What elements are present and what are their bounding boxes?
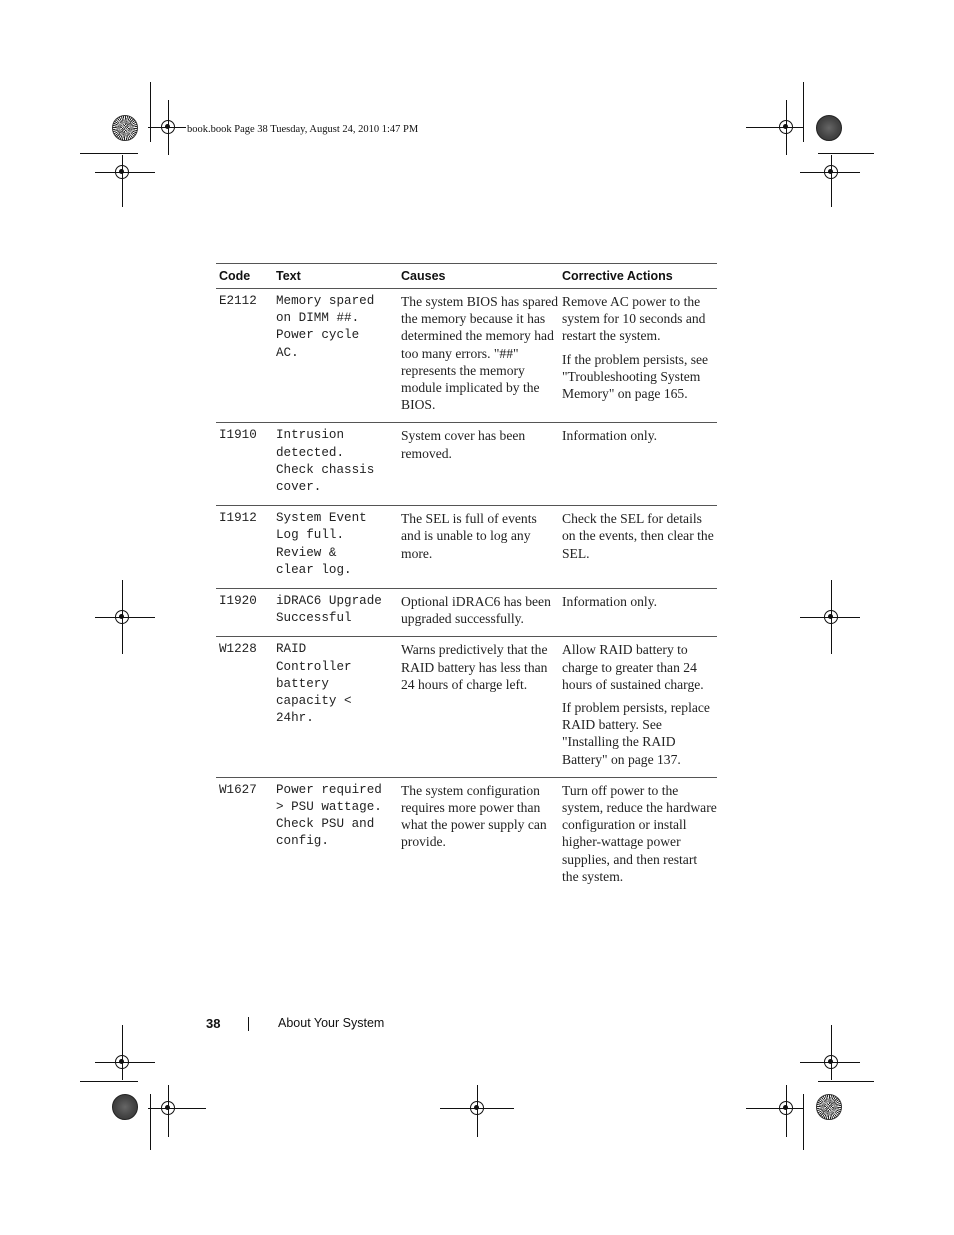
registration-sunburst-icon <box>112 115 138 141</box>
row-code: W1627 <box>219 782 257 797</box>
column-header-text: Text <box>276 269 301 283</box>
row-causes: Warns predictively that the RAID battery has less than 24 hours of charge left. <box>401 642 548 692</box>
column-header-corrective-actions: Corrective Actions <box>562 269 673 283</box>
row-code: I1912 <box>219 511 257 526</box>
table-row <box>216 506 717 589</box>
column-header-code: Code <box>219 269 251 283</box>
row-code: I1910 <box>219 428 257 443</box>
action-paragraph: Turn off power to the system, reduce the hardware configuration or install higher-wattage power supplies, and then restart the system. <box>562 782 717 884</box>
row-text: Intrusion detected. Check chassis cover. <box>276 428 375 495</box>
row-code: I1920 <box>219 594 257 609</box>
row-actions <box>559 589 717 636</box>
row-causes: Optional iDRAC6 has been upgraded successfully. <box>401 594 551 627</box>
print-slug: book.book Page 38 Tuesday, August 24, 2010 1:47 PM <box>187 124 419 135</box>
row-actions <box>559 506 717 588</box>
row-code: E2112 <box>219 294 257 308</box>
registration-target-icon <box>779 120 793 134</box>
action-paragraph: Remove AC power to the system for 10 seconds and restart the system. <box>562 294 706 344</box>
row-actions <box>559 778 717 894</box>
row-text: Memory spared on DIMM ##. Power cycle AC. <box>276 294 375 360</box>
table-row <box>216 778 717 894</box>
error-message-table <box>216 263 717 894</box>
registration-target-icon <box>161 1101 175 1115</box>
table-row <box>216 423 717 506</box>
registration-target-icon <box>115 1055 129 1069</box>
row-causes: The SEL is full of events and is unable to log any more. <box>401 511 537 561</box>
row-actions <box>559 289 717 422</box>
table-header <box>216 263 717 289</box>
row-actions <box>559 423 717 505</box>
action-paragraph: If the problem persists, see "Troubleshooting System Memory" on page 165. <box>562 351 709 402</box>
page-number: 38 <box>206 1016 221 1031</box>
table-row <box>216 289 717 423</box>
registration-disc-icon <box>816 115 842 141</box>
action-paragraph: Allow RAID battery to charge to greater than 24 hours of sustained charge. <box>562 642 704 692</box>
registration-target-icon <box>470 1101 484 1115</box>
registration-target-icon <box>115 165 129 179</box>
registration-target-icon <box>779 1101 793 1115</box>
registration-disc-icon <box>112 1094 138 1120</box>
registration-target-icon <box>115 610 129 624</box>
registration-sunburst-icon <box>816 1094 842 1120</box>
row-text: Power required > PSU wattage. Check PSU and config. <box>276 782 382 849</box>
footer-divider <box>248 1017 249 1031</box>
action-paragraph: Information only. <box>562 428 658 444</box>
table-row <box>216 589 717 637</box>
column-header-causes: Causes <box>401 269 446 283</box>
row-causes: The system BIOS has spared the memory because it has determined the memory had too many errors. "##" represents the memory module implicated by the BIOS. <box>401 294 559 413</box>
action-paragraph: Check the SEL for details on the events, then clear the SEL. <box>562 511 714 561</box>
row-code: W1228 <box>219 642 257 657</box>
row-actions <box>559 637 717 776</box>
row-text: iDRAC6 Upgrade Successful <box>276 594 382 626</box>
registration-target-icon <box>824 610 838 624</box>
registration-target-icon <box>161 120 175 134</box>
registration-target-icon <box>824 1055 838 1069</box>
action-paragraph: Information only. <box>562 594 658 610</box>
row-text: System Event Log full. Review & clear log. <box>276 511 367 577</box>
registration-target-icon <box>824 165 838 179</box>
action-paragraph: If problem persists, replace RAID battery. See "Installing the RAID Battery" on page 137. <box>562 700 710 767</box>
table-row <box>216 637 717 777</box>
section-title: About Your System <box>278 1016 385 1030</box>
row-causes: System cover has been removed. <box>401 428 526 461</box>
row-causes: The system configuration requires more power than what the power supply can provide. <box>401 782 547 850</box>
row-text: RAID Controller battery capacity < 24hr. <box>276 642 352 726</box>
